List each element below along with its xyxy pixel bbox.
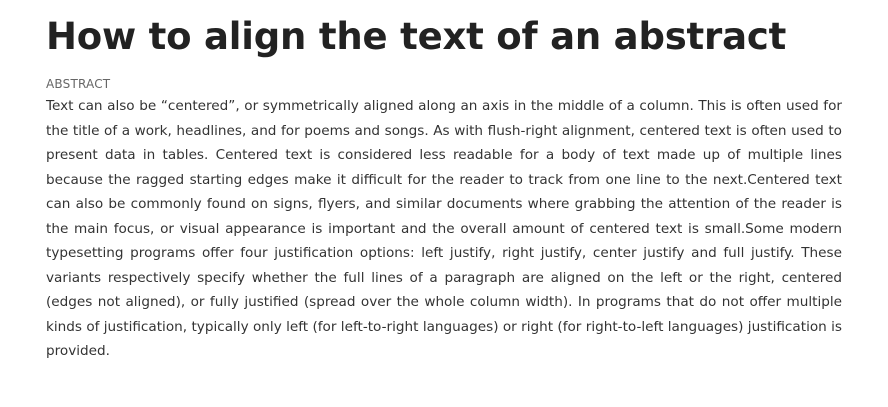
abstract-text: Text can also be “centered”, or symmetrically aligned along an axis in the middle of a column. This is often used for the title of a work, headlines, and for poems and songs. As with flush-right alignment, centered text is often used to present data in tables. Centered text is considered less readable for a body of text made up of multiple lines because the ragged starting edges make it difficult for the reader to track from one line to the next.Centered text can also be commonly found on signs, flyers, and similar documents where grabbing the attention of the reader is the main focus, or visual appearance is important and the overall amount of centered text is small.Some modern typesetting programs offer four justification options: left justify, right justify, center justify and full justify. These variants respectively specify whether the full lines of a paragraph are aligned on the left or the right, centered (edges not aligned), or fully justified (spread over the whole column width). In programs that do not offer multiple kinds of justification, typically only left (for left-to-right languages) or right (for right-to-left languages) justification is provided. <box>46 98 842 359</box>
page-title: How to align the text of an abstract <box>46 15 787 58</box>
abstract-label: ABSTRACT <box>46 77 111 91</box>
article <box>46 12 842 364</box>
